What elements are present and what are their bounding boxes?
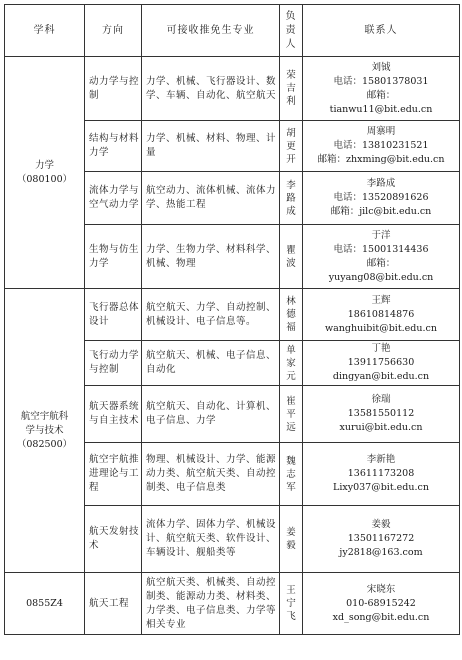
- contact-line: 13501167272: [347, 533, 415, 544]
- direction-cell: 流体力学与空气动力学: [85, 172, 142, 225]
- majors-cell: 航空动力、流体机械、流体力学、热能工程: [142, 172, 280, 225]
- direction-cell: 航天器系统与自主技术: [85, 386, 142, 443]
- subject-line: 学与技术: [25, 424, 64, 436]
- person-char: 利: [286, 96, 296, 107]
- person-char: 李: [286, 179, 296, 191]
- contact-cell: [303, 506, 460, 573]
- majors-cell: 力学、生物力学、材料科学、机械、物理: [142, 225, 280, 289]
- person-char: 瞿: [286, 244, 296, 256]
- recruitment-table: [4, 4, 460, 635]
- contact-line: dingyan@bit.edu.cn: [332, 371, 430, 382]
- person-char: 林: [286, 296, 296, 307]
- table-row: [5, 573, 460, 635]
- person-cell: [280, 341, 303, 386]
- person-char: 王: [286, 585, 296, 596]
- person-char: 更: [286, 140, 296, 152]
- majors-cell: 航空航天类、机械类、自动控制类、能源动力类、材料类、力学类、电子信息类、力学等相关专业: [142, 573, 280, 635]
- majors-cell: 航空航天、机械、电子信息、自动化: [142, 341, 280, 386]
- contact-line: 13611173208: [347, 468, 415, 479]
- contact-line: 周寨明: [366, 126, 396, 137]
- subject-cell: [5, 573, 85, 635]
- person-cell: [280, 225, 303, 289]
- contact-cell: [303, 57, 460, 121]
- person-cell: [280, 172, 303, 225]
- direction-cell: 航空宇航推进理论与工程: [85, 443, 142, 506]
- person-cell: [280, 443, 303, 506]
- contact-cell: [303, 289, 460, 341]
- contact-cell: [303, 225, 460, 289]
- person-char: 毅: [286, 540, 296, 551]
- majors-cell: 力学、机械、飞行器设计、数学、车辆、自动化、航空航天: [142, 57, 280, 121]
- contact-line: 丁艳: [371, 343, 391, 354]
- person-char: 家: [286, 357, 296, 369]
- subject-line: 力学: [34, 159, 54, 171]
- person-char: 吉: [286, 83, 296, 94]
- person-char: 福: [286, 322, 296, 333]
- person-char: 胡: [286, 127, 296, 139]
- majors-cell: 航空航天、自动化、计算机、电子信息、力学: [142, 386, 280, 443]
- contact-cell: [303, 121, 460, 172]
- contact-cell: [303, 172, 460, 225]
- person-char: 开: [286, 153, 296, 165]
- contact-line: wanghuibit@bit.edu.cn: [325, 322, 437, 334]
- person-char: 军: [286, 481, 296, 493]
- person-char: 成: [286, 205, 296, 217]
- person-char: 姜: [286, 527, 296, 538]
- table-row: [5, 57, 460, 121]
- contact-line: 电话：15801378031: [333, 75, 429, 87]
- direction-cell: 生物与仿生力学: [85, 225, 142, 289]
- contact-line: 13581550112: [347, 408, 415, 419]
- contact-line: yuyang08@bit.edu.cn: [328, 271, 434, 283]
- person-char: 平: [286, 408, 296, 420]
- person-cell: [280, 573, 303, 635]
- majors-cell: 力学、机械、材料、物理、计量: [142, 121, 280, 172]
- contact-cell: [303, 341, 460, 386]
- table-row: [5, 289, 460, 341]
- contact-line: xurui@bit.edu.cn: [339, 422, 423, 433]
- contact-line: 010-68915242: [346, 597, 416, 609]
- contact-line: 邮箱：: [366, 89, 396, 101]
- majors-cell: 航空航天、力学、自动控制、机械设计、电子信息等。: [142, 289, 280, 341]
- contact-line: 13911756630: [347, 357, 415, 368]
- person-cell: [280, 57, 303, 121]
- contact-line: 李路成: [366, 178, 396, 189]
- subject-line: 0855Z4: [26, 597, 63, 609]
- contact-line: 徐瑞: [371, 394, 391, 405]
- person-char: 荣: [286, 70, 296, 81]
- person-cell: [280, 386, 303, 443]
- majors-cell: 流体力学、固体力学、机械设计、航空航天类、软件设计、车辆设计、舰船类等: [142, 506, 280, 573]
- person-cell: [280, 121, 303, 172]
- contact-line: Lixy037@bit.edu.cn: [333, 482, 429, 493]
- majors-cell: 物理、机械设计、力学、能源动力类、航空航天类、自动控制类、电子信息类: [142, 443, 280, 506]
- contact-line: tianwu11@bit.edu.cn: [329, 103, 433, 115]
- person-cell: [280, 506, 303, 573]
- contact-line: 于洋: [371, 229, 391, 241]
- contact-line: jy2818@163.com: [339, 547, 423, 558]
- person-char: 魏: [286, 455, 296, 467]
- contact-line: 邮箱：jilc@bit.edu.cn: [330, 206, 432, 217]
- contact-line: 电话：15001314436: [333, 243, 429, 255]
- subject-line: （082500）: [16, 438, 73, 450]
- contact-cell: [303, 573, 460, 635]
- subject-line: 航空宇航科: [20, 410, 69, 422]
- person-char: 德: [286, 309, 296, 320]
- person-char: 宁: [286, 598, 296, 609]
- person-char: 单: [286, 344, 296, 356]
- contact-line: 宋晓东: [366, 583, 396, 595]
- contact-line: 李新艳: [366, 454, 396, 465]
- header-contact: 联系人: [303, 5, 460, 57]
- subject-cell: [5, 289, 85, 573]
- direction-cell: 航天发射技术: [85, 506, 142, 573]
- contact-line: 邮箱：zhxming@bit.edu.cn: [317, 154, 445, 165]
- person-char: 志: [286, 468, 296, 480]
- person-char: 崔: [286, 395, 296, 407]
- direction-cell: 动力学与控制: [85, 57, 142, 121]
- contact-line: 电话：13520891626: [333, 192, 429, 203]
- person-char: 元: [286, 370, 296, 382]
- header-majors: 可接收推免生专业: [142, 5, 280, 57]
- direction-cell: 航天工程: [85, 573, 142, 635]
- subject-cell: [5, 57, 85, 289]
- contact-line: 18610814876: [347, 308, 415, 320]
- contact-line: 姜毅: [371, 519, 391, 530]
- contact-line: 邮箱：: [366, 257, 396, 269]
- person-char: 远: [286, 421, 296, 433]
- person-char: 路: [286, 192, 296, 204]
- person-cell: [280, 289, 303, 341]
- direction-cell: 飞行器总体设计: [85, 289, 142, 341]
- contact-cell: [303, 443, 460, 506]
- contact-line: 王辉: [371, 294, 391, 306]
- contact-cell: [303, 386, 460, 443]
- person-char: 波: [286, 257, 296, 269]
- person-char: 飞: [286, 611, 296, 622]
- subject-line: （080100）: [16, 173, 73, 185]
- direction-cell: 结构与材料力学: [85, 121, 142, 172]
- header-subject: 学科: [5, 5, 85, 57]
- header-person: 负责人: [280, 5, 303, 57]
- contact-line: 电话：13810231521: [333, 140, 429, 151]
- table-header-row: [5, 5, 460, 57]
- direction-cell: 飞行动力学与控制: [85, 341, 142, 386]
- header-direction: 方向: [85, 5, 142, 57]
- contact-line: xd_song@bit.edu.cn: [332, 611, 430, 623]
- contact-line: 刘钺: [371, 61, 391, 73]
